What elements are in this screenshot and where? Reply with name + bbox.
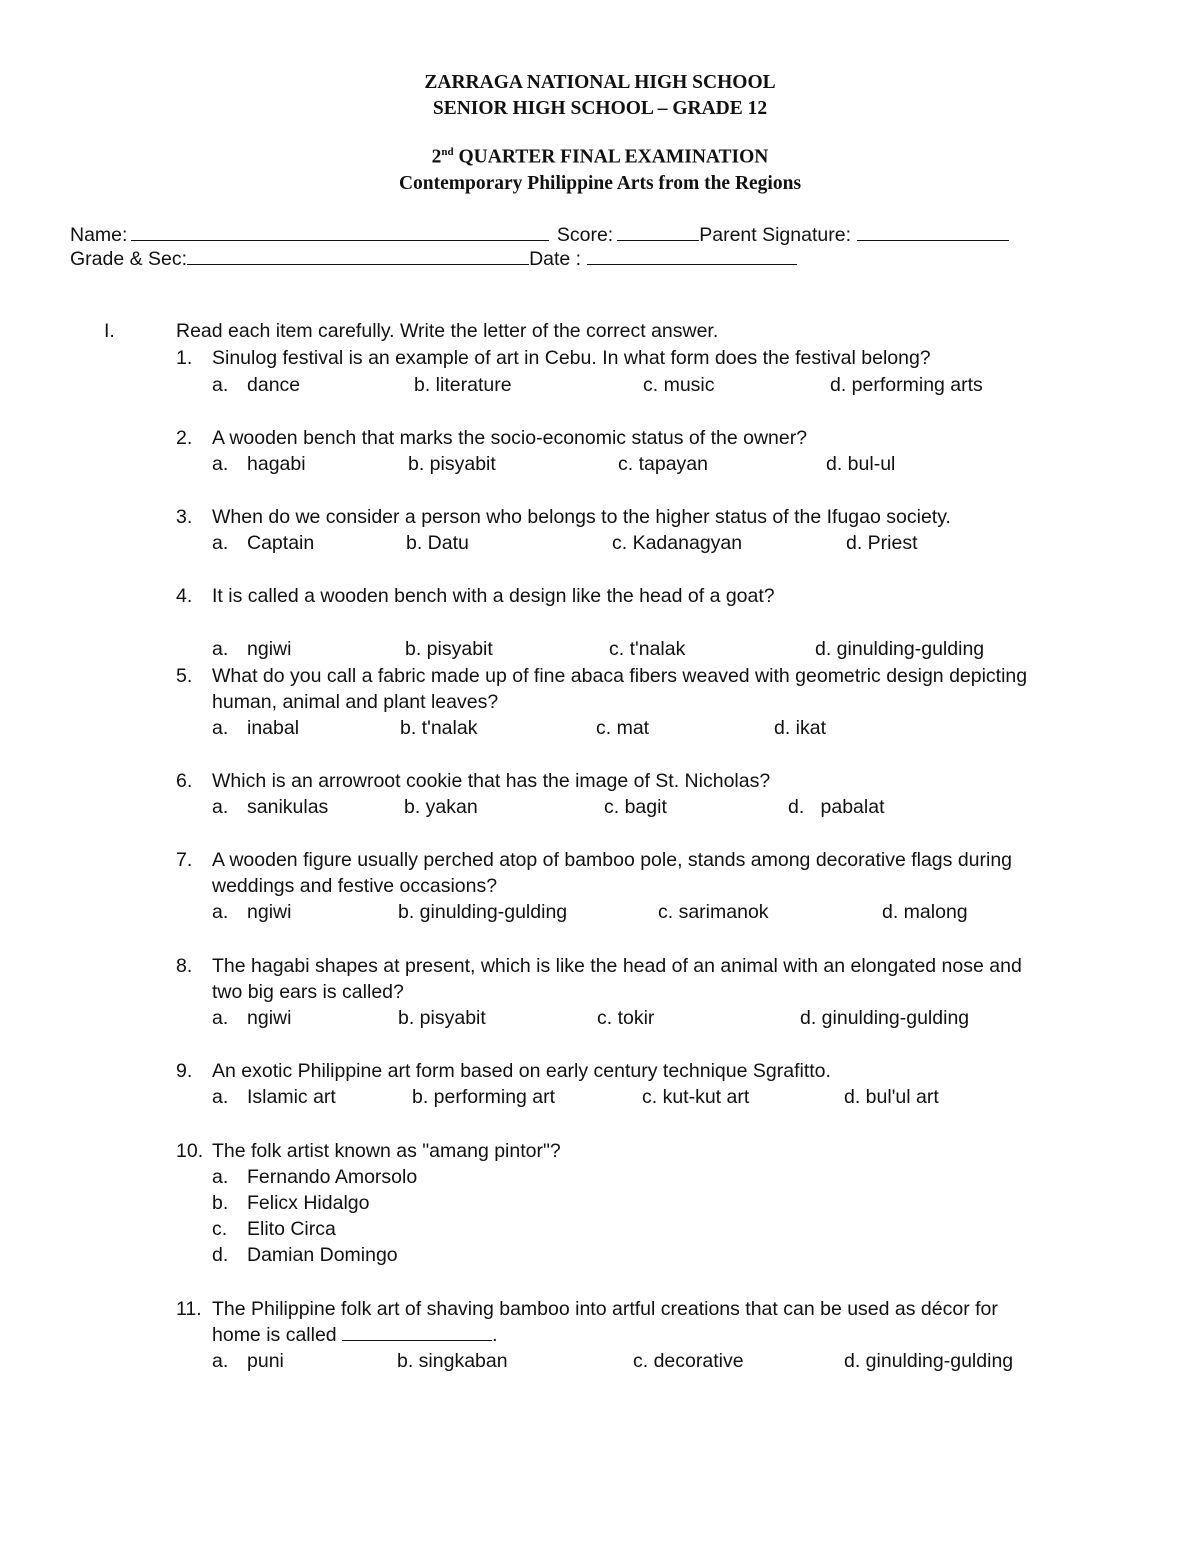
option-b: b. pisyabit	[408, 453, 496, 475]
question-text-line-1: The hagabi shapes at present, which is like the head of an animal with an elongated nose and	[212, 955, 1022, 977]
option-b: b. ginulding-gulding	[398, 901, 568, 923]
option-letter-a: a.	[212, 901, 229, 923]
school-level: SENIOR HIGH SCHOOL – GRADE 12	[432, 98, 768, 119]
question-text-line-1: A wooden figure usually perched atop of bamboo pole, stands among decorative flags during	[212, 849, 1013, 871]
option-a: Fernando Amorsolo	[247, 1166, 418, 1188]
question-text-line-2: human, animal and plant leaves?	[212, 691, 499, 713]
options-10	[0, 1164, 1200, 1268]
option-a: sanikulas	[247, 796, 329, 818]
question-text: It is called a wooden bench with a design like the head of a goat?	[212, 585, 775, 607]
option-letter-a: a.	[212, 1086, 229, 1108]
section-numeral: I.	[104, 320, 115, 342]
option-letter-b: b.	[212, 1192, 229, 1214]
exam-title: 2nd QUARTER FINAL EXAMINATION	[431, 146, 769, 168]
option-d: d. ginulding-gulding	[815, 638, 985, 660]
option-a: ngiwi	[247, 638, 292, 660]
option-letter-a: a.	[212, 453, 229, 475]
name-label: Name:	[70, 224, 128, 246]
option-d: d. malong	[882, 901, 968, 923]
question-number: 11.	[176, 1298, 202, 1320]
option-letter-a: a.	[212, 717, 229, 739]
question-text: When do we consider a person who belongs to the higher status of the Ifugao society.	[212, 506, 951, 528]
option-c: c. Kadanagyan	[612, 532, 743, 554]
option-a: Islamic art	[247, 1086, 336, 1108]
score-blank[interactable]	[617, 222, 699, 241]
question-number: 10.	[176, 1140, 204, 1162]
name-blank[interactable]	[131, 222, 549, 241]
parent-signature-label: Parent Signature:	[699, 224, 851, 246]
question-number: 7.	[176, 849, 193, 871]
option-c: Elito Circa	[247, 1218, 336, 1240]
question-text: A wooden bench that marks the socio-economic status of the owner?	[212, 427, 808, 449]
option-a: dance	[247, 374, 301, 396]
school-name: ZARRAGA NATIONAL HIGH SCHOOL	[424, 72, 776, 93]
option-b: b. Datu	[406, 532, 469, 554]
date-blank[interactable]	[587, 246, 797, 265]
option-d: d. bul'ul art	[844, 1086, 939, 1108]
question-text: An exotic Philippine art form based on early century technique Sgrafitto.	[212, 1060, 831, 1082]
answer-blank[interactable]	[342, 1322, 492, 1341]
option-b: b. singkaban	[397, 1350, 508, 1372]
question-text: Sinulog festival is an example of art in Cebu. In what form does the festival belong?	[212, 347, 931, 369]
option-letter-a: a.	[212, 1166, 229, 1188]
option-b: Felicx Hidalgo	[247, 1192, 370, 1214]
grade-section-blank[interactable]	[187, 246, 529, 265]
question-number: 2.	[176, 427, 193, 449]
question-number: 9.	[176, 1060, 193, 1082]
question-text-line-1: The Philippine folk art of shaving bamboo into artful creations that can be used as décor for	[212, 1298, 998, 1320]
option-b: b. literature	[414, 374, 512, 396]
option-b: b. pisyabit	[398, 1007, 486, 1029]
option-d: d. ginulding-gulding	[844, 1350, 1014, 1372]
option-d: d. ginulding-gulding	[800, 1007, 970, 1029]
option-c: c. tapayan	[618, 453, 708, 475]
option-c: c. mat	[596, 717, 650, 739]
option-letter-d: d.	[212, 1244, 229, 1266]
option-c: c. kut-kut art	[642, 1086, 750, 1108]
option-c: c. t'nalak	[609, 638, 686, 660]
option-letter-a: a.	[212, 532, 229, 554]
option-b: b. performing art	[412, 1086, 556, 1108]
option-b: b. yakan	[404, 796, 478, 818]
question-text-line-2: weddings and festive occasions?	[212, 875, 498, 897]
option-d: Damian Domingo	[247, 1244, 398, 1266]
option-c: c. bagit	[604, 796, 667, 818]
option-letter-a: a.	[212, 1007, 229, 1029]
option-d: d. performing arts	[830, 374, 983, 396]
option-c: c. sarimanok	[658, 901, 769, 923]
option-letter-a: a.	[212, 1350, 229, 1372]
option-b: b. t'nalak	[400, 717, 478, 739]
option-letter-a: a.	[212, 796, 229, 818]
parent-signature-blank[interactable]	[857, 222, 1009, 241]
option-letter-a: a.	[212, 638, 229, 660]
date-label: Date :	[529, 248, 582, 270]
option-c: c. decorative	[633, 1350, 744, 1372]
option-d: d. bul-ul	[826, 453, 896, 475]
option-a: puni	[247, 1350, 284, 1372]
subject-title: Contemporary Philippine Arts from the Regions	[398, 173, 802, 194]
question-text-line-1: What do you call a fabric made up of fine abaca fibers weaved with geometric design depicting	[212, 665, 1028, 687]
option-a: Captain	[247, 532, 315, 554]
option-a: ngiwi	[247, 901, 292, 923]
question-number: 3.	[176, 506, 193, 528]
option-c: c. tokir	[597, 1007, 655, 1029]
option-a: hagabi	[247, 453, 306, 475]
option-d: d. pabalat	[788, 796, 885, 818]
score-label: Score:	[556, 224, 614, 246]
question-number: 6.	[176, 770, 193, 792]
question-number: 4.	[176, 585, 193, 607]
question-number: 8.	[176, 955, 193, 977]
option-letter-a: a.	[212, 374, 229, 396]
name-field-row	[70, 222, 1009, 247]
question-text: The folk artist known as "amang pintor"?	[212, 1140, 561, 1162]
option-c: c. music	[643, 374, 715, 396]
grade-field-row	[70, 246, 797, 271]
option-d: d. Priest	[846, 532, 918, 554]
question-text-line-2: two big ears is called?	[212, 981, 404, 1003]
question-number: 1.	[176, 347, 193, 369]
option-letter-c: c.	[212, 1218, 228, 1240]
question-text-line-2: home is called .	[212, 1324, 498, 1346]
question-text: Which is an arrowroot cookie that has the image of St. Nicholas?	[212, 770, 771, 792]
option-b: b. pisyabit	[405, 638, 493, 660]
grade-section-label: Grade & Sec:	[70, 248, 188, 270]
section-instruction: Read each item carefully. Write the letter of the correct answer.	[176, 320, 719, 342]
option-a: inabal	[247, 717, 300, 739]
option-a: ngiwi	[247, 1007, 292, 1029]
option-d: d. ikat	[774, 717, 827, 739]
question-number: 5.	[176, 665, 193, 687]
